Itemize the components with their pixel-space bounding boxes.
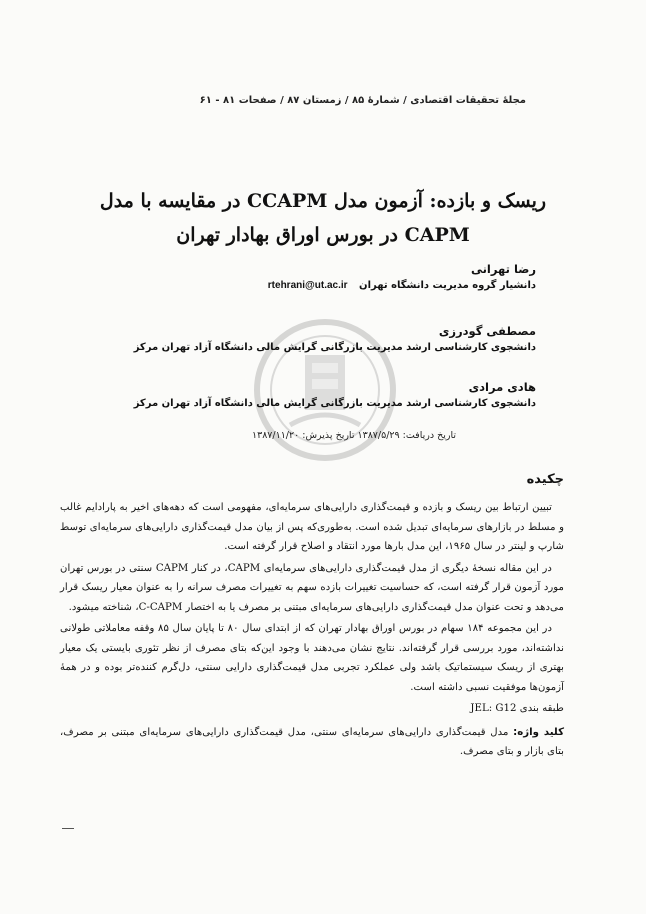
title-line-2: CAPM در بورس اوراق بهادار تهران: [176, 224, 470, 246]
author-name: مصطفی گودرزی: [438, 324, 536, 338]
author-2: [116, 324, 536, 353]
author-affiliation: دانشجوی کارشناسی ارشد مدیریت بازرگانی گرایش مالی دانشگاه آزاد تهران مرکز: [133, 342, 536, 353]
running-head: مجلهٔ تحقیقات اقتصادی / شمارهٔ ۸۵ / زمستان ۸۷ / صفحات ۸۱ - ۶۱: [199, 95, 526, 106]
author-email[interactable]: rtehrani@ut.ac.ir: [267, 280, 348, 291]
corner-mark: [62, 828, 74, 829]
author-affiliation: [116, 280, 536, 291]
keywords: [60, 723, 564, 762]
title-line-1: ریسک و بازده: آزمون مدل CCAPM در مقایسه با مدل: [99, 190, 547, 212]
abstract-paragraph: در این مجموعه ۱۸۴ سهام در بورس اوراق بهادار تهران که از ابتدای سال ۸۰ تا پایان سال ۸۵ وقفه معاملاتی طولانی نداشته‌اند، مورد بررسی قرار گرفته‌اند. نتایج نشان می‌دهند با وجود این‌که بتای مصرف از نظر تئوری بایستی یک معیار بهتری از ریسک سیستماتیک باشد ولی عملکرد تجربی مدل قیمت‌گذاری دارایی سنتی، دل‌گرم کننده‌تر بوده و در همهٔ آزمون‌ها موفقیت نسبی داشته است.: [60, 623, 564, 693]
author-1: [116, 262, 536, 291]
received-accepted-dates: تاریخ دریافت: ۱۳۸۷/۵/۲۹ تاریخ پذیرش: ۱۳۸۷/۱۱/۲۰: [251, 430, 456, 441]
abstract-body: [60, 498, 564, 762]
abstract-paragraph: تبیین ارتباط بین ریسک و بازده و قیمت‌گذاری دارایی‌های سرمایه‌ای، مفهومی است که دهه‌های اخیر به پارادایم غالب و مسلط در بازارهای سرمایه‌ای تبدیل شده است. به‌طوری‌که پس از بیان مدل قیمت‌گذاری دارایی‌های سرمایه‌ای توسط شارپ و لینتر در سال ۱۹۶۵، این مدل بارها مورد انتقاد و اصلاح قرار گرفته است.: [60, 502, 564, 552]
affiliation-text: دانشیار گروه مدیریت دانشگاه تهران: [359, 280, 536, 291]
keywords-label: کلید واژه:: [513, 726, 564, 738]
author-3: [116, 380, 536, 409]
keywords-text: مدل قیمت‌گذاری دارایی‌های سرمایه‌ای سنتی، مدل قیمت‌گذاری دارایی‌های سرمایه‌ای مبتنی بر مصرف، بتای بازار و بتای مصرف.: [60, 726, 564, 757]
author-affiliation: دانشجوی کارشناسی ارشد مدیریت بازرگانی گرایش مالی دانشگاه آزاد تهران مرکز: [133, 398, 536, 409]
paper-title: [80, 184, 566, 252]
jel-classification: طبقه بندی JEL: G12: [470, 703, 564, 714]
author-name: رضا تهرانی: [470, 262, 536, 276]
author-name: هادی مرادی: [468, 380, 536, 394]
abstract-heading: چکیده: [526, 472, 564, 487]
abstract-paragraph: در این مقاله نسخهٔ دیگری از مدل قیمت‌گذاری دارایی‌های سرمایه‌ای CAPM، در کنار CAPM سنتی در بورس تهران مورد آزمون قرار گرفته است، که حساسیت تغییرات بازده سهم به تغییرات مصرف سرانه را به عنوان معیار ریسک قرار می‌دهد و تحت عنوان مدل قیمت‌گذاری دارایی‌های سرمایه‌ای مبتنی بر مصرف یا به اختصار C-CAPM، شناخته میشود.: [60, 562, 564, 613]
